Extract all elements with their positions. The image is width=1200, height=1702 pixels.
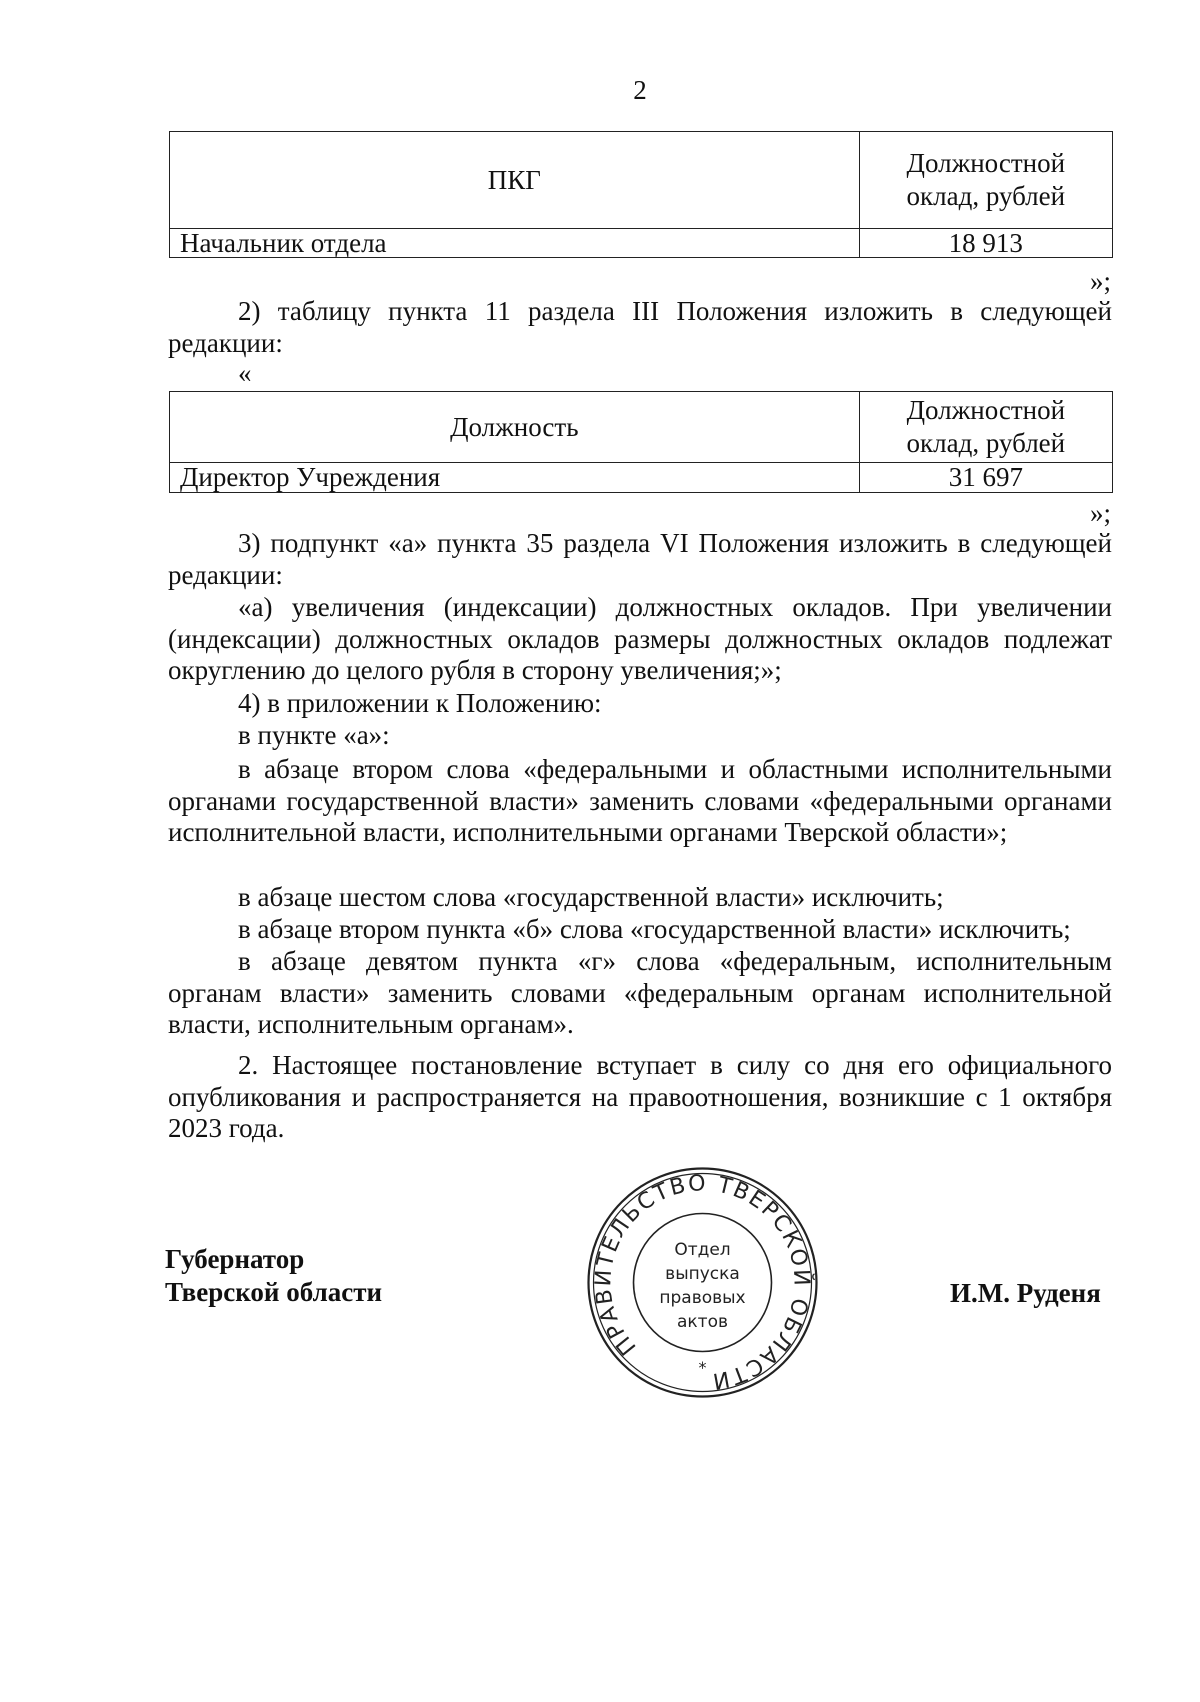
table1-row-value: 18 913 (859, 229, 1112, 258)
table1-header-pkg: ПКГ (170, 132, 860, 229)
open-quote: « (238, 358, 252, 388)
salary-table-position (169, 391, 1113, 493)
stamp-center-line4: актов (676, 1312, 729, 1332)
close-quote: »; (1090, 498, 1112, 528)
signatory-title: Губернатор Тверской области (165, 1244, 383, 1307)
table2-row-name: Директор Учреждения (170, 463, 860, 493)
close-quote: »; (1090, 266, 1112, 296)
paragraph-2-line2: редакции: (168, 328, 283, 358)
table1-header-salary: Должностной оклад, рублей (859, 132, 1112, 229)
paragraph-4: 4) в приложении к Положению: (238, 688, 602, 718)
stamp-center-line3: правовых (659, 1288, 746, 1308)
paragraph-4b: в абзаце втором слова «федеральными и областными исполнительными органами государственной власти» заменить словами «федеральными органами исполнительной власти, исполнительными органами Тверской области»; (168, 754, 1112, 847)
table1-row-name: Начальник отдела (170, 229, 860, 258)
stamp-star: * (698, 1358, 707, 1377)
paragraph-4d: в абзаце втором пункта «б» слова «государственной власти» исключить; (238, 914, 1071, 944)
table2-row-value: 31 697 (859, 463, 1112, 493)
salary-table-pkg (169, 131, 1113, 258)
paragraph-5: 2. Настоящее постановление вступает в силу со дня его официального опубликования и распространяется на правоотношения, возникшие с 1 октября 2023 года. (168, 1050, 1112, 1143)
stamp-center-line2: выпуска (665, 1264, 740, 1284)
table2-header-salary: Должностной оклад, рублей (859, 392, 1112, 463)
stamp-center-line1: Отдел (674, 1240, 731, 1260)
signatory-name: И.М. Руденя (950, 1278, 1101, 1308)
page-number: 2 (633, 75, 647, 105)
paragraph-3: 3) подпункт «а» пункта 35 раздела VI Положения изложить в следующей редакции: (168, 528, 1112, 590)
paragraph-4e: в абзаце девятом пункта «г» слова «федеральным, исполнительным органам власти» заменить словами «федеральным органам исполнительной власти, исполнительным органам». (168, 946, 1112, 1039)
official-stamp (585, 1165, 820, 1400)
paragraph-3a: «а) увеличения (индексации) должностных окладов. При увеличении (индексации) должностных окладов размеры должностных окладов подлежат округлению до целого рубля в сторону увеличения;»; (168, 592, 1112, 685)
paragraph-2-line1: 2) таблицу пункта 11 раздела III Положения изложить в следующей (238, 296, 1112, 326)
paragraph-4a: в пункте «а»: (238, 720, 390, 750)
stamp-ring-text: ПРАВИТЕЛЬСТВО ТВЕРСКОЙ ОБЛАСТИ (591, 1171, 814, 1394)
table2-header-position: Должность (170, 392, 860, 463)
paragraph-4c: в абзаце шестом слова «государственной власти» исключить; (238, 882, 944, 912)
